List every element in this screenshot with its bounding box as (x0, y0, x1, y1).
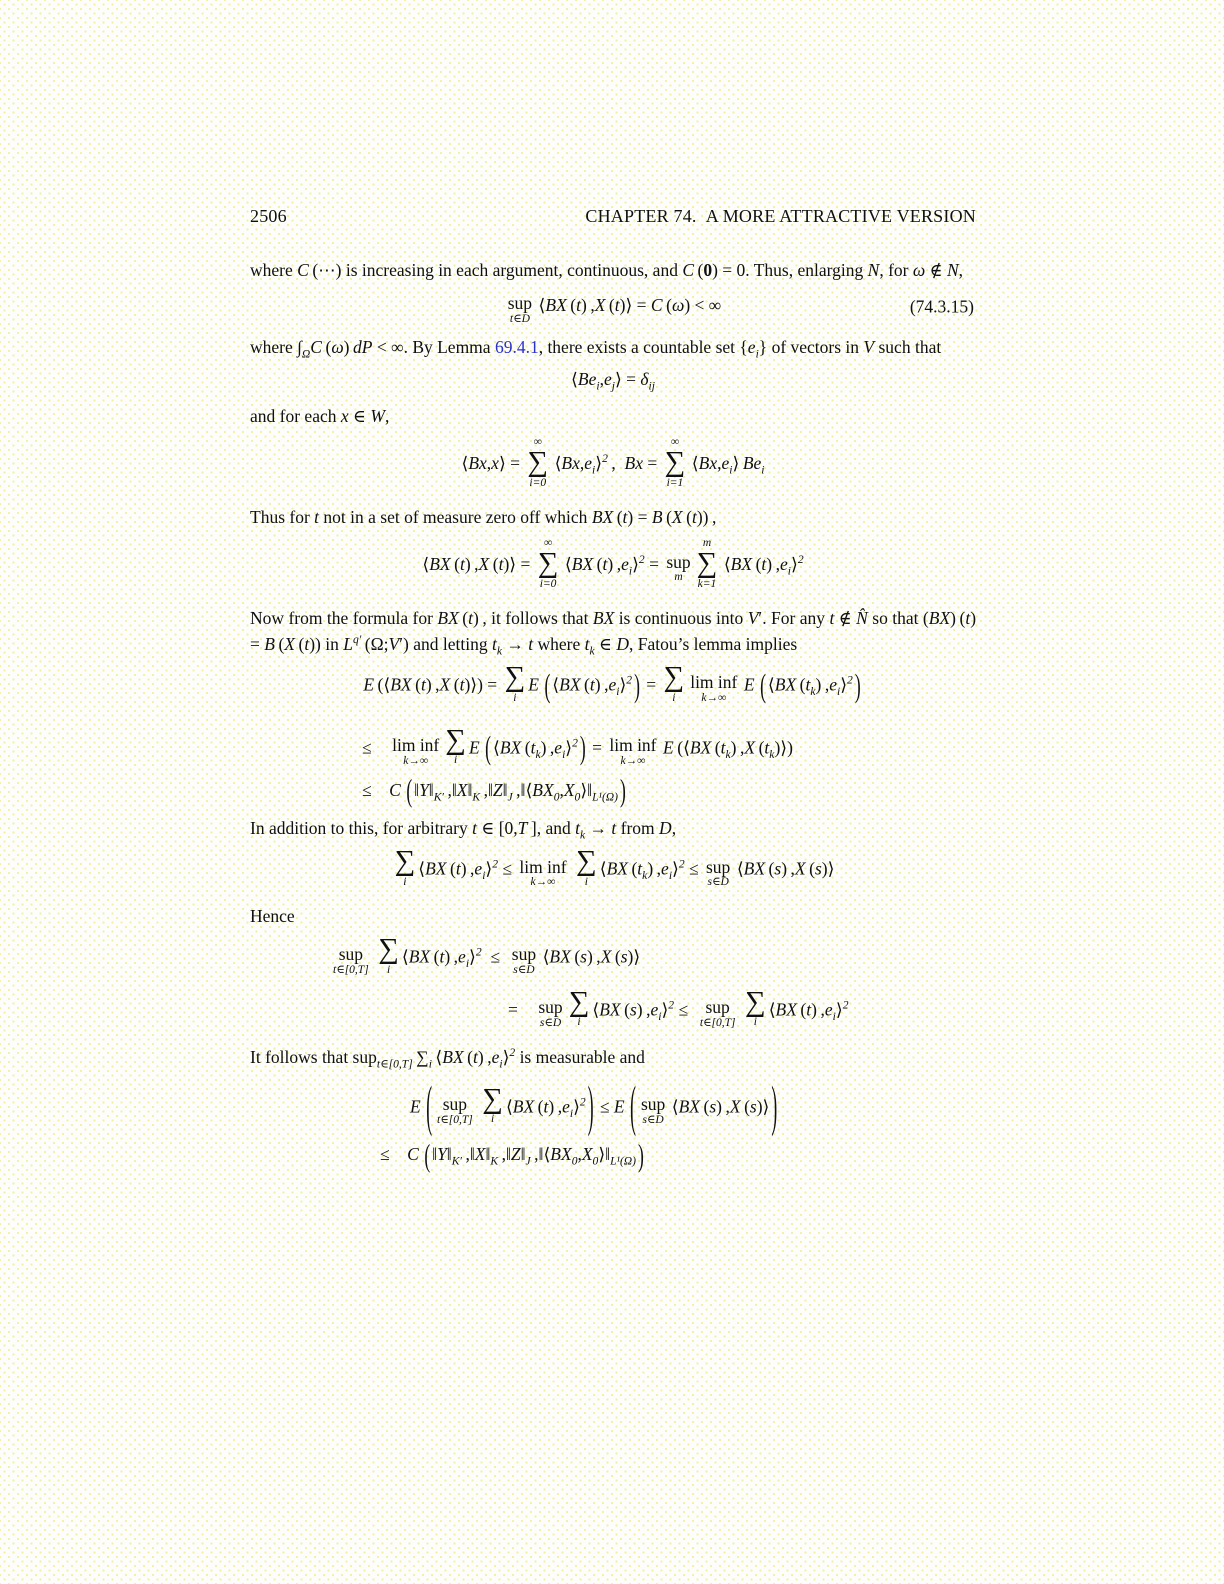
limit-operator: lim inf k→∞ (609, 735, 657, 767)
para-in-addition: In addition to this, for arbitrary t ∈ [0,T ], and $t_k \to t$ from D, (250, 818, 677, 842)
eq-b-expansion (250, 438, 976, 492)
sum-operator: ∑ i (745, 985, 766, 1029)
eq-bxt-expansion-line: ⟨BX (t) ,X (t)⟩ = ∞ ∑ i=0 ⟨BX (t) $,e_i⟩^2$ = sup m m ∑ k=1 ⟨BX (t) $,e_i⟩^2$ (422, 537, 804, 590)
eq-sup-bound-line: sup t∈D ⟨BX (t) ,X (t)⟩ = C (ω) < ∞ (507, 293, 722, 325)
limit-operator: sup s∈D (706, 856, 731, 889)
page-content (250, 206, 976, 1178)
limit-operator: sup t∈D (507, 293, 533, 325)
para-c-increasing: where C (⋯) is increasing in each argument, continuous, and C (0) = 0. Thus, enlarging N, for ω ∉ N, (250, 260, 963, 280)
big-paren-icon: ( (426, 1073, 433, 1138)
eq-fatou-1-line: E (⟨BX (t) ,X (t)⟩) = ∑ i E ( ⟨BX (t) $,e_i⟩^2$ ) = ∑ i lim inf k→∞ E ( ⟨BX $(t_k)$ $,e_i⟩^2$ ) (363, 660, 861, 704)
para-measure-zero: Thus for t not in a set of measure zero off which BX (t) = B (X (t)) , (250, 507, 717, 527)
limit-operator: lim inf k→∞ (392, 735, 440, 767)
big-paren-icon: ( (406, 772, 413, 809)
eq-kronecker-line: $⟨Be_i,e_j⟩ = \delta_{ij}$ (571, 369, 655, 393)
sum-operator: ∑ i (394, 845, 416, 888)
limit-operator: lim inf k→∞ (519, 856, 567, 889)
eq-liminf-bound-line: ∑ i ⟨BX (t) $,e_i⟩^2$ ≤ lim inf k→∞ ∑ i ⟨BX $(t_k)$ $,e_i⟩^2$ ≤ sup s∈D ⟨BX (s) ,X (s)⟩ (394, 845, 835, 889)
para-bx-continuous: Now from the formula for BX (t) , it follows that BX is continuous into V′. For any t ∉ N̂ so that (BX) (t) = B (X (t)) in $L^{q'}$ (Ω;V′) and letting $t_k \to t$ where $t_k$ ∈ D, Fatou’s lemma implies (250, 607, 977, 658)
limit-operator: sup s∈D (538, 997, 563, 1029)
sum-operator: ∑ i (482, 1082, 503, 1126)
limit-operator: sup t∈[0,T] (333, 944, 369, 976)
big-paren-icon: ) (638, 1137, 644, 1174)
eq-sup-equality (250, 933, 976, 1032)
big-paren-icon: ) (620, 772, 626, 809)
eq-bxt-expansion (250, 539, 976, 593)
para-hence: Hence (250, 906, 295, 927)
big-paren-icon: ( (760, 665, 766, 704)
big-paren-icon: ( (424, 1137, 431, 1174)
sum-operator: ∑ i (445, 723, 466, 767)
para-lemma-ref: where $\int_\Omega C$ (ω) dP < ∞. By Lemma 69.4.1, there exists a countable set $\{e_i\}$ of vectors in V such that (250, 337, 942, 361)
big-paren-icon: ) (771, 1073, 778, 1138)
eq-fatou-2-line: ≤ C ( $‖Y‖_{K'}$ $,‖X‖_K$ $,‖Z‖_J$ $,‖⟨BX_0,X_0⟩‖_{L^1(\Omega)}$ ) (362, 772, 626, 809)
sum-operator: ∞ ∑ i=1 (664, 436, 686, 489)
para-for-each-x: and for each x ∈ W, (250, 406, 390, 427)
sum-operator: ∞ ∑ i=0 (537, 537, 559, 590)
limit-operator: sup s∈D (511, 944, 537, 976)
sum-operator: ∑ i (568, 985, 590, 1029)
eq-liminf-bound (250, 845, 976, 891)
chapter-title: CHAPTER 74. A MORE ATTRACTIVE VERSION (585, 206, 976, 226)
eq-expectation-bound-line: ≤ C ( $‖Y‖_{K'}$ $,‖X‖_K$ $,‖Z‖_J$ $,‖⟨BX_0,X_0⟩‖_{L^1(\Omega)}$ ) (380, 1137, 644, 1174)
limit-operator: sup t∈[0,T] (699, 997, 736, 1029)
limit-operator: sup s∈D (640, 1094, 666, 1126)
big-paren-icon: ) (634, 665, 640, 704)
eq-expectation-bound (250, 1073, 976, 1174)
para-measurable: It follows that sup$_{t\in[0,T]}$ $\sum_i$ ⟨BX (t) $,e_i⟩^2$ is measurable and (250, 1046, 645, 1071)
big-paren-icon: ) (587, 1073, 594, 1138)
page-number: 2506 (250, 206, 287, 226)
limit-operator: sup t∈[0,T] (437, 1094, 473, 1126)
eq-fatou-1 (250, 660, 976, 707)
eq-sup-equality-line: = sup s∈D ∑ i ⟨BX (s) $,e_i⟩^2$ ≤ sup t∈[0,T] ∑ i ⟨BX (t) $,e_i⟩^2$ (508, 985, 849, 1029)
content-blocks (250, 257, 977, 1174)
sum-operator: ∑ i (504, 660, 526, 704)
eq-sup-bound (250, 292, 976, 325)
eq-fatou-2-line: ≤ lim inf k→∞ ∑ i E ( ⟨BX $(t_k)$ $,e_i⟩^2$ ) = lim inf k→∞ E (⟨BX $(t_k)$ ,X $(t_k)⟩$) (362, 723, 793, 767)
big-paren-icon: ) (854, 665, 861, 704)
sum-operator: m ∑ k=1 (696, 537, 718, 590)
big-paren-icon: ) (579, 728, 586, 767)
eq-fatou-2 (250, 723, 976, 809)
equation-number: (74.3.15) (909, 296, 974, 317)
eq-expectation-bound-line: E ( sup t∈[0,T] ∑ i ⟨BX (t) $,e_i⟩^2$ ) ≤ E ( sup s∈D ⟨BX (s) ,X (s)⟩ ) (410, 1073, 778, 1138)
page-header (250, 206, 976, 227)
sum-operator: ∑ i (378, 933, 399, 976)
lemma-link[interactable]: 69.4.1 (494, 337, 539, 358)
eq-kronecker (250, 369, 976, 391)
sum-operator: ∞ ∑ i=0 (527, 436, 549, 489)
eq-b-expansion-line: ⟨Bx,x⟩ = ∞ ∑ i=0 $⟨Bx,e_i⟩^2$ , Bx = ∞ ∑ i=1 $⟨Bx,e_i⟩$ $Be_i$ (461, 436, 765, 489)
big-paren-icon: ( (544, 665, 551, 704)
eq-sup-equality-line: sup t∈[0,T] ∑ i ⟨BX (t) $,e_i⟩^2$ ≤ sup s∈D ⟨BX (s) ,X (s)⟩ (333, 933, 641, 976)
sum-operator: ∑ i (576, 845, 597, 888)
sum-operator: ∑ i (663, 660, 685, 704)
big-paren-icon: ( (485, 728, 491, 767)
limit-operator: lim inf k→∞ (690, 672, 738, 704)
big-paren-icon: ( (630, 1073, 636, 1138)
limit-operator: sup m (666, 551, 691, 584)
